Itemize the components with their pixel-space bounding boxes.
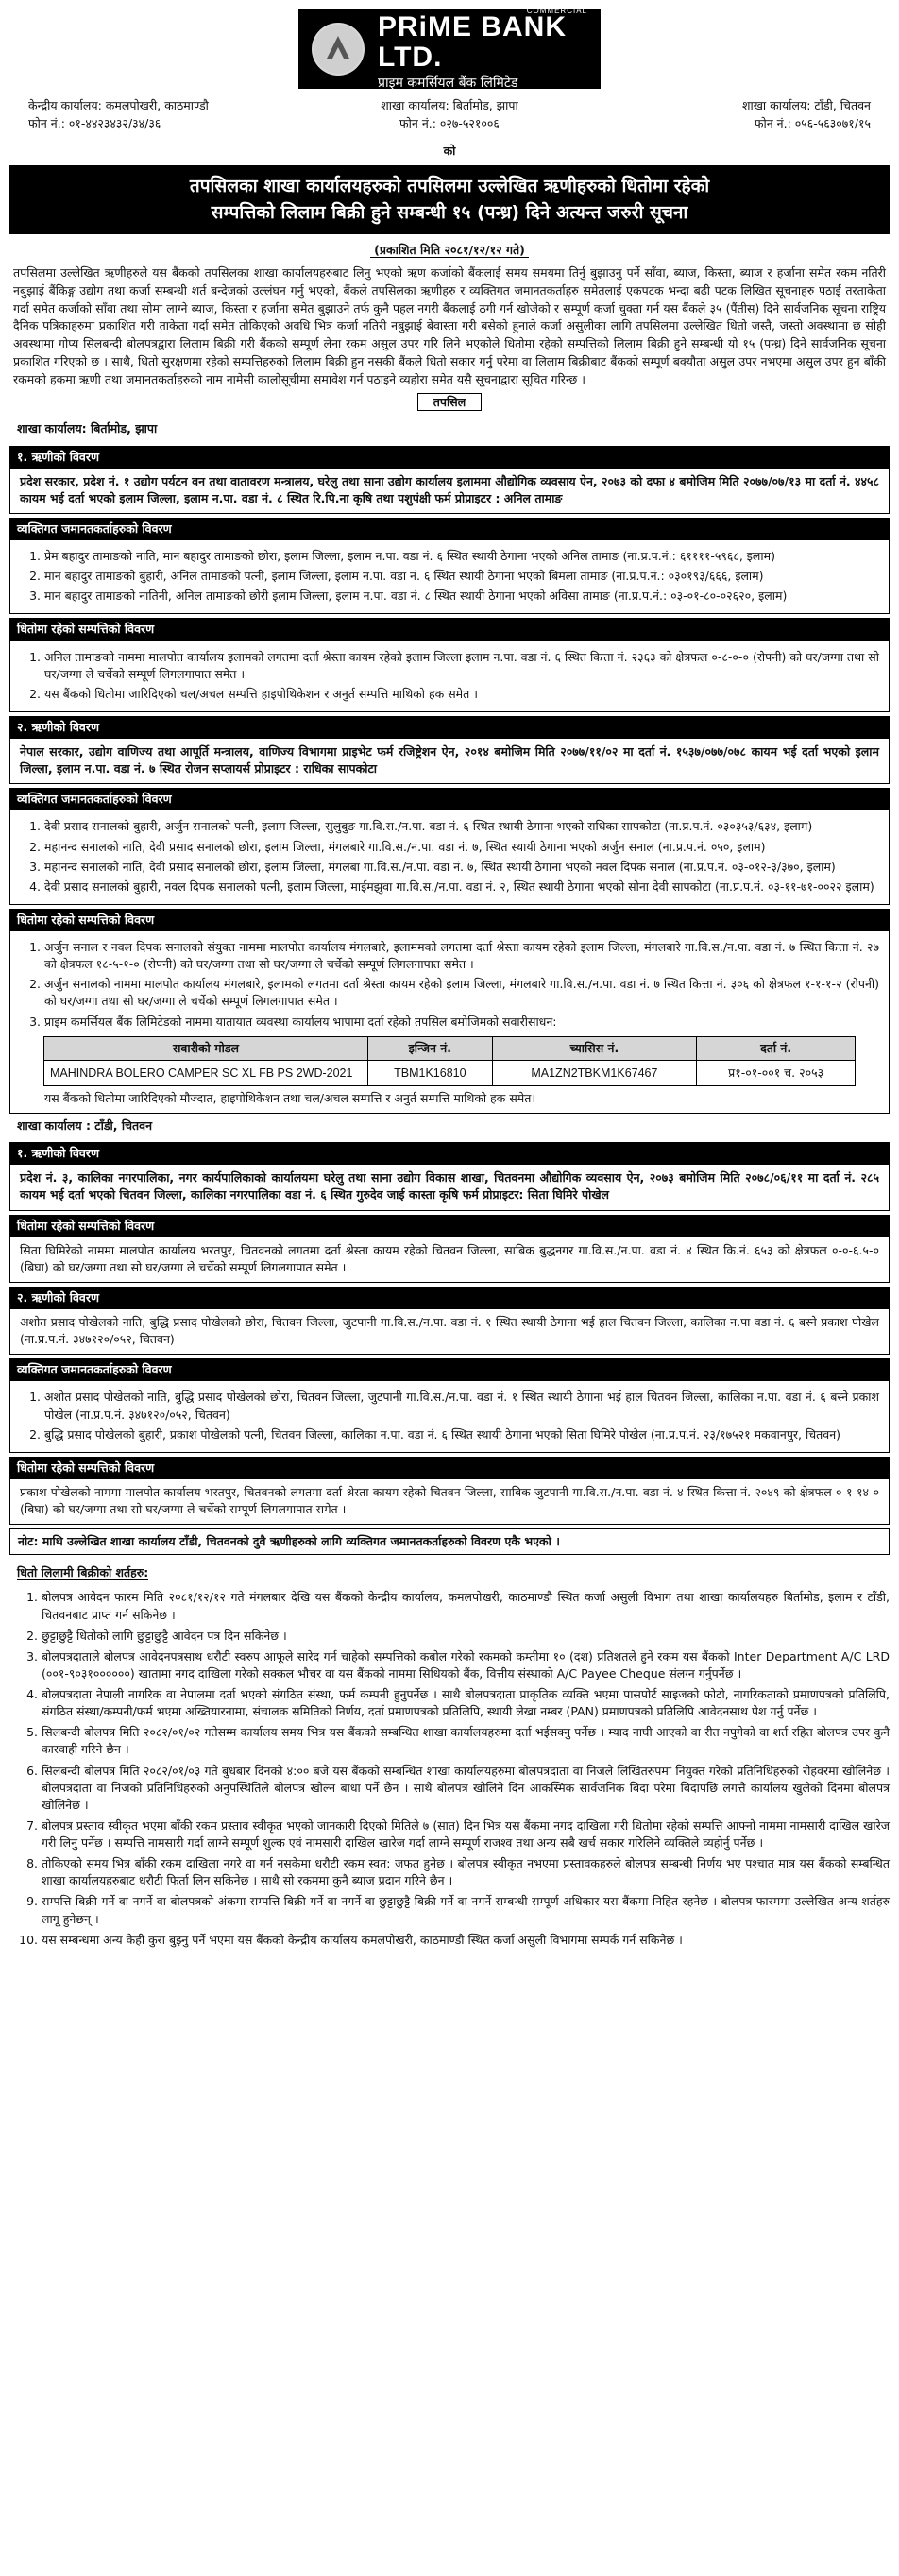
- central-office: [28, 96, 309, 133]
- table-cell: प्र१-०१-००१ च. २०५३: [697, 1060, 856, 1085]
- branch-office-birtamod: [309, 96, 589, 133]
- terms-heading: धितो लिलामी बिक्रीको शर्तहरु:: [17, 1565, 149, 1580]
- borrower-2-collateral-heading: धितोमा रहेको सम्पत्तिको विवरण: [9, 909, 890, 931]
- borrower-1-collateral-heading: धितोमा रहेको सम्पत्तिको विवरण: [9, 618, 890, 640]
- borrower-2-collateral: [9, 931, 890, 1114]
- borrower-4-collateral: प्रकाश पोखेलको नाममा मालपोत कार्यालय भरतपुर, चितवनको लगतमा दर्ता श्रेस्ता कायम रहेको चितवन जिल्ला, साबिक जुटपानी गा.वि.स./न.पा. वडा नं. ४ स्थित कित्ता नं. २०४९ को क्षेत्रफल ०-१-१४-० (बिघा) को घर/जग्गा तथा सो घर/जग्गा ले चर्चेको सम्पूर्ण लिगलगापात समेत ।: [9, 1479, 890, 1525]
- details-heading: तपसिल: [9, 394, 890, 411]
- borrower-4-details: अशोत प्रसाद पोखेलको नाति, बुद्धि प्रसाद पोखेलको छोरा, चितवन जिल्ला, जुटपानी गा.वि.स./न.पा. वडा नं. १ स्थित स्थायी ठेगाना भई हाल चितवन जिल्ला, कालिका न.पा वडा नं. ६ बस्ने प्रकाश पोखेल (ना.प्र.प.नं. ३४७१२०/०५२, चितवन): [9, 1309, 890, 1355]
- branch-birtamod-address: शाखा कार्यालय: बिर्तामोड, झापा: [381, 98, 518, 112]
- logo-bank-subtitle: प्राइम कमर्सियल बैंक लिमिटेड: [378, 76, 518, 92]
- list-item: 2. महानन्द सनालको नाति, देवी प्रसाद सनालको छोरा, इलाम जिल्ला, मंगलबारे गा.वि.स./न.पा. वडा नं. ७, स्थित स्थायी ठेगाना भएको अर्जुन सनाल (ना.प्र.प.नं. ०५०, इलाम): [44, 839, 879, 856]
- list-item: 8. तोकिएको समय भित्र बाँकी रकम दाखिला नगरे वा गर्न नसकेमा धरौटी रकम स्वत: जफत हुनेछ । बोलपत्र स्वीकृत नभएमा प्रस्तावकहरुले बोलपत्र सम्बन्धी निर्णय भए पश्चात मात्र यस बैंकको सम्बन्धित शाखा कार्यालयहरुबाट धरौटी फिर्ता लिन सकिनेछ । साथै सो रकममा कुनै ब्याज प्रदान गरिने छैन ।: [42, 1855, 890, 1889]
- table-header-row: [44, 1036, 856, 1060]
- list-item: 3. महानन्द सनालको नाति, देवी प्रसाद सनालको छोरा, इलाम जिल्ला, मंगलबा गा.वि.स./न.पा. वडा नं. ७, स्थित स्थायी ठेगाना भएको नवल दिपक सनाल (ना.प्र.प.नं. ०३-०१२-३/३७०, इलाम): [44, 859, 879, 876]
- notice-title: [9, 165, 890, 234]
- branch-tandi-address: शाखा कार्यालय: टाँडी, चितवन: [741, 98, 871, 112]
- borrower-2-details: नेपाल सरकार, उद्योग वाणिज्य तथा आपूर्ति मन्त्रालय, वाणिज्य विभागमा प्राइभेट फर्म रजिष्ट्रेशन ऐन, २०१४ बमोजिम मिति २०७७/११/०२ मा दर्ता नं. १५३७/०७७/०७८ कायम भई दर्ता भएको इलाम जिल्ला, इलाम न.पा. वडा नं. ७ स्थित रोजन सप्लायर्स प्रोप्राइटर : राधिका सापकोटा: [9, 739, 890, 784]
- borrower-2-guarantors: [9, 810, 890, 905]
- borrower-2-extra-collateral: यस बैंकको धितोमा जारिदिएको मौज्दात, हाइपोथिकेशन तथा चल/अचल सम्पत्ति र अनुर्त सम्पत्ति माथिको हक समेत।: [44, 1090, 536, 1105]
- note: नोट: माथि उल्लेखित शाखा कार्यालय टाँडी, चितवनको दुवै ऋणीहरुको लागि व्यक्तिगत जमानतकर्ताहरुको विवरण एकै भएको ।: [9, 1528, 890, 1555]
- borrower-2-heading: २. ऋणीको विवरण: [9, 716, 890, 739]
- branch-birtamod-phone: फोन नं.: ०२७-५२१००६: [399, 116, 500, 131]
- branch-office-tandi: [590, 96, 871, 133]
- list-item: 1. अर्जुन सनाल र नवल दिपक सनालको संयुक्त नाममा मालपोत कार्यालय मंगलबारे, इलाममको लगतमा दर्ता श्रेस्ता कायम रहेको इलाम जिल्ला, मंगलबारे गा.वि.स./न.पा. वडा नं. ७ स्थित कित्ता नं. २७ को क्षेत्रफल १८-५-१-० (रोपनी) को घर/जग्गा तथा सो घर/जग्गा ले चर्चेको सम्पूर्ण लिगलगापात समेत ।: [44, 939, 879, 973]
- list-item: 9. सम्पत्ति बिक्री गर्ने वा नगर्ने वा बोलपत्रको अंकमा सम्पत्ति बिक्री गर्ने वा नगर्ने वा छुट्टाछुट्टै बिक्री गर्ने वा नगर्ने सम्बन्धी सम्पूर्ण अधिकार यस बैंकमा निहित रहनेछ । बोलपत्र फारममा उल्लेखित अन्य शर्तहरु लागू हुनेछन् ।: [42, 1893, 890, 1927]
- publication-date: (प्रकाशित मिति २०८१/१२/१२ गते): [9, 242, 890, 259]
- table-header: इन्जिन नं.: [368, 1036, 493, 1060]
- borrower-3-heading: १. ऋणीको विवरण: [9, 1142, 890, 1165]
- central-office-phone: फोन नं.: ०१-४४२३४३२/३४/३६: [28, 116, 161, 131]
- list-item: 2. मान बहादुर तामाङको बुहारी, अनिल तामाङको पत्नी, इलाम जिल्ला, इलाम न.पा. वडा नं. ६ स्थित स्थायी ठेगाना भएको बिमला तामाङ (ना.प्र.प.नं.: ०३०१९३/६६६, इलाम): [44, 568, 879, 585]
- list-item: 2. अर्जुन सनालको नाममा मालपोत कार्यालय मंगलबारे, इलामको लगतमा दर्ता श्रेस्ता कायम रहेको इलाम जिल्ला, मंगलबारे गा.वि.स./न.पा. वडा नं. ७ स्थित कित्ता नं. ३०६ को क्षेत्रफल १-१-१-२ (रोपनी) को घर/जग्गा तथा सो घर/जग्गा ले चर्चेको सम्पूर्ण लिगलगापात समेत ।: [44, 976, 879, 1010]
- central-office-address: केन्द्रीय कार्यालय: कमलपोखरी, काठमाण्डौ: [28, 98, 209, 112]
- table-header: दर्ता नं.: [697, 1036, 856, 1060]
- table-cell: MAHINDRA BOLERO CAMPER SC XL FB PS 2WD-2021: [44, 1060, 368, 1085]
- borrower-4-guarantors: [9, 1381, 890, 1452]
- borrower-4-heading: २. ऋणीको विवरण: [9, 1287, 890, 1309]
- list-item: 2. छुट्टाछुट्टै धितोको लागि छुट्टाछुट्टै आवेदन पत्र दिन सकिनेछ ।: [42, 1628, 890, 1645]
- list-item: 3. मान बहादुर तामाङको नातिनी, अनिल तामाङको छोरी इलाम जिल्ला, इलाम न.पा. वडा नं. ८ स्थित स्थायी ठेगाना भएको अविसा तामाङ (ना.प्र.प.नं.: ०३-०१-८०-०२६२०, इलाम): [44, 588, 879, 605]
- ko-connector: को: [443, 143, 456, 158]
- table-header: सवारीको मोडल: [44, 1036, 368, 1060]
- list-item: 4. देवी प्रसाद सनालको बुहारी, नवल दिपक सनालको पत्नी, इलाम जिल्ला, माईमझुवा गा.वि.स./न.पा. वडा नं. २, स्थित स्थायी ठेगाना भएको सोना देवी सापकोटा (ना.प्र.प.नं. ०३-११-७१-००२२ इलाम): [44, 879, 879, 896]
- table-cell: TBM1K16810: [368, 1060, 493, 1085]
- office-addresses: [9, 89, 890, 133]
- list-item: 2. यस बैंकको धितोमा जारिदिएको चल/अचल सम्पत्ति हाइपोथिकेशन र अनुर्त सम्पत्ति माथिको हक समेत ।: [44, 686, 879, 703]
- logo-bank-name: PRiME BANK LTD.: [378, 11, 568, 73]
- list-item: 10. यस सम्बन्धमा अन्य केही कुरा बुझ्नु पर्ने भएमा यस बैंकको केन्द्रीय कार्यालय कमलपोखरी, काठमाण्डौ स्थित कर्जा असुली विभागमा सम्पर्क गर्न सकिनेछ ।: [42, 1932, 890, 1949]
- borrower-4-guarantors-heading: व्यक्तिगत जमानतकर्ताहरुको विवरण: [9, 1358, 890, 1381]
- list-item: 2. बुद्धि प्रसाद पोखेलको बुहारी, प्रकाश पोखेलको पत्नी, चितवन जिल्ला, कालिका न.पा. वडा नं. ६ स्थित स्थायी ठेगाना भएको सिता घिमिरे पोखेल (ना.प्र.प.नं. २३/१७५२१ मकवानपुर, चितवन): [44, 1426, 879, 1443]
- notice-title-line2: सम्पत्तिको लिलाम बिक्री हुने सम्बन्धी १५ (पन्ध्र) दिने अत्यन्त जरुरी सूचना: [211, 202, 688, 224]
- borrower-3-details: प्रदेश नं. ३, कालिका नगरपालिका, नगर कार्यपालिकाको कार्यालयमा घरेलु तथा साना उद्योग विकास शाखा, चितवनमा औद्योगिक व्यवसाय ऐन, २०७३ बमोजिम मिति २०७८/०६/११ मा दर्ता नं. २८५ कायम भई दर्ता भएको चितवन जिल्ला, कालिका नगरपालिका वडा नं. ६ स्थित गुरुदेव जाई कास्ता कृषि फर्म प्रोप्राइटर: सिता घिमिरे पोखेल: [9, 1165, 890, 1210]
- borrower-1-guarantors: [9, 540, 890, 614]
- list-item: 3. बोलपत्रदाताले बोलपत्र आवेदनपत्रसाथ धरौटी स्वरुप आफूले सारेद गर्न चाहेको सम्पत्तिको कबोल गरेको रकमको कम्तीमा १० (दश) प्रतिशतले हुने रकम यस बैंकको Inter Department A/C LRD (००१-९०३१००००००) खातामा नगद दाखिला गरेको सक्कल भौचर वा यस बैंकको नाममा सिधियको बैंक, वित्तीय संस्थाको A/C Payee Cheque संलग्न गर्नुपर्नेछ ।: [42, 1648, 890, 1682]
- table-header: च्यासिस नं.: [492, 1036, 697, 1060]
- intro-paragraph: तपसिलमा उल्लेखित ऋणीहरुले यस बैंकको तपसिलका शाखा कार्यालयहरुबाट लिनु भएको ऋण कर्जाको बैंकलाई समय समयमा तिर्नु बुझाउनु पर्ने साँवा, ब्याज, किस्ता, ब्याज र हर्जाना समेत रकम नतिरी नबुझाई बैंकिङ्ग उद्योग तथा कर्जा सम्बन्धी शर्त बन्देजको उल्लंघन गर्नु भएको, बैंकले तपसिलका ऋणीहरु र व्यक्तिगत जमानतकर्ताहरु समेतलाई एकपटक भन्दा बढी पटक लिखित सूचनाहरु पठाई तरताकेता गर्दा समेत कर्जाको साँवा तथा सोमा लाग्ने ब्याज, किस्ता र हर्जाना समेत बुझाउने तर्फ कुनै पहल नगरी बैंकलाई ठगी गर्न खोजेको र सम्पूर्ण कर्जा चुक्ता गर्न यस बैंकले ३५ (पैंतीस) दिने सार्वजनिक सूचना राष्ट्रिय दैनिक पत्रिकाहरुमा प्रकाशित गरी ताकेता गर्दा समेत तोकिएको अवधि भित्र कर्जा नतिरी नबुझाई बेवास्ता गरी बसेको हुनाले कर्जा असुलीका लागि तपसिलमा उल्लेखित धितो जस्तै, जस्तो अवस्थामा छ सोही अवस्थामा गोप्य सिलबन्दी बोलपत्रद्वारा लिलाम बिक्री गरी बैंकको सम्पूर्ण लेना रकम असुल उपर गरि लिने भएकोले धितोमा रहेको सम्पत्तिको लिलाम बिक्री हुने सम्बन्धी यो १५ (पन्ध्र) दिने सार्वजनिक सूचना प्रकाशित गरिएको छ । साथै, धितो सुरक्षणमा रहेको सम्पत्तिहरुको लिलाम बिक्री हुन नसकी बैंकले धितो सकार गर्नु परेमा वा लिलाम बिक्रीबाट बैंकको सम्पूर्ण बक्यौता असुल उपर नभएमा असुल उपर हुन बाँकी रकमको हकमा ऋणी तथा जमानतकर्ताहरुको नाम नामेसी कालोसूचीमा समावेश गर्न पठाइने व्यहोरा समेत यसै सूचनाद्वारा सूचित गरिन्छ ।: [13, 265, 886, 386]
- bank-logo: [298, 6, 601, 92]
- list-item: 1. बोलपत्र आवेदन फारम मिति २०८१/१२/१२ गते मंगलबार देखि यस बैंकको केन्द्रीय कार्यालय, कमलपोखरी, काठमाण्डौ स्थित कर्जा असुली विभाग तथा शाखा कार्यालयहरु बिर्तामोड, इलाम र टाँडी, चितवनबाट प्राप्त गर्न सकिनेछ ।: [42, 1589, 890, 1623]
- list-item: 1. अनिल तामाङको नाममा मालपोत कार्यालय इलामको लगतमा दर्ता श्रेस्ता कायम रहेको इलाम जिल्ला इलाम न.पा. वडा नं. ६ स्थित कित्ता नं. २३६३ को क्षेत्रफल ०-८-०-० (रोपनी) को घर/जग्गा तथा सो घर/जग्गा ले चर्चेको सम्पूर्ण लिगलगापात समेत ।: [44, 649, 879, 683]
- borrower-1-heading: १. ऋणीको विवरण: [9, 446, 890, 469]
- borrower-3-collateral: सिता घिमिरेको नाममा मालपोत कार्यालय भरतपुर, चितवनको लगतमा दर्ता श्रेस्ता कायम रहेको चितवन जिल्ला, साबिक बुद्धनगर गा.वि.स./न.पा. वडा नं. ४ स्थित कि.नं. ६५३ को क्षेत्रफल ०-०-६.५-० (बिघा) को घर/जग्गा तथा सो घर/जग्गा ले चर्चेको सम्पूर्ण लिगलगापात समेत ।: [9, 1237, 890, 1283]
- borrower-2-guarantors-heading: व्यक्तिगत जमानतकर्ताहरुको विवरण: [9, 788, 890, 810]
- bank-emblem-icon: [312, 23, 365, 76]
- list-item: 1. अशोत प्रसाद पोखेलको नाति, बुद्धि प्रसाद पोखेलको छोरा, चितवन जिल्ला, जुटपानी गा.वि.स./न.पा. वडा नं. १ स्थित स्थायी ठेगाना भई हाल चितवन जिल्ला, कालिका न.पा. वडा नं. ६ बस्ने प्रकाश पोखेल (ना.प्र.प.नं. ३४७१२०/०५२, चितवन): [44, 1389, 879, 1423]
- terms-list: [9, 1589, 890, 1948]
- list-item: 6. सिलबन्दी बोलपत्र मिति २०८२/०१/०३ गते बुधबार दिनको ४:०० बजे यस बैंकको सम्बन्धित शाखा कार्यालयहरुमा बोलपत्रदाता वा निजले लिखितरुपमा नियुक्त गरेको प्रतिनिधिहरुको रोहवरमा खोलिनेछ । बोलपत्रदाता वा निजको प्रतिनिधिहरुको अनुपस्थितिले बोलपत्र खोल्न बाधा पर्ने छैन । साथै बोलपत्र खोलिने दिन आकस्मिक सार्वजनिक बिदा परेमा बिदापछि लगत्तै कार्यालय खुलेको दिनमा बोलपत्र खोलिनेछ ।: [42, 1763, 890, 1814]
- branch-tandi-phone: फोन नं.: ०५६-५६३०७१/१५: [754, 116, 871, 131]
- table-row: [44, 1060, 856, 1085]
- borrower-4-collateral-heading: धितोमा रहेको सम्पत्तिको विवरण: [9, 1457, 890, 1479]
- vehicle-table: [43, 1036, 856, 1086]
- list-item: 5. सिलबन्दी बोलपत्र मिति २०८२/०१/०२ गतेसम्म कार्यालय समय भित्र यस बैंकको सम्बन्धित शाखा कार्यालयहरुमा दर्ता भईसक्नु पर्नेछ । म्याद नाघी आएको वा रीत नपुगेको वा शर्त रहित बोलपत्र उपर कुनै कारवाही गरिने छैन ।: [42, 1724, 890, 1758]
- list-item: 3. प्राइम कमर्सियल बैंक लिमिटेडको नाममा यातायात व्यवस्था कार्यालय भापामा दर्ता रहेको तपसिल बमोजिमको सवारीसाधन:: [44, 1014, 879, 1031]
- table-cell: MA1ZN2TBKM1K67467: [492, 1060, 697, 1085]
- header: [9, 0, 890, 92]
- logo-commercial-text: COMMERCIAL: [526, 6, 587, 15]
- list-item: 7. बोलपत्र प्रस्ताव स्वीकृत भएमा बाँकी रकम प्रस्ताव स्वीकृत भएको जानकारी दिएको मितिले ७ (सात) दिन भित्र यस बैंकमा नगद दाखिला गरी धितोमा रहेको सम्पत्ति आफ्नो नाममा नामसारी दाखिल खारेज गरी लिनु पर्नेछ । सम्पत्ति नामसारी गर्दा लाग्ने सम्पूर्ण शुल्क एवं नामसारी दाखिल खारेज गर्दा लाग्ने सम्पूर्ण राजश्व तथा अन्य सबै खर्च सकार गरिलिने व्यक्तिले व्यहोर्नु पर्नेछ ।: [42, 1817, 890, 1851]
- borrower-1-collateral: [9, 641, 890, 712]
- borrower-1-details: प्रदेश सरकार, प्रदेश नं. १ उद्योग पर्यटन वन तथा वातावरण मन्त्रालय, घरेलु तथा साना उद्योग कार्यालय इलाममा औद्योगिक व्यवसाय ऐन, २०७३ को दफा ४ बमोजिम मिति २०७७/०७/१३ मा दर्ता नं. ४४५८ कायम भई दर्ता भएको इलाम जिल्ला, इलाम न.पा. वडा नं. ८ स्थित रि.पि.ना कृषि तथा पशुपंक्षी फर्म प्रोप्राइटर : अनिल तामाङ: [9, 469, 890, 514]
- list-item: 1. प्रेम बहादुर तामाङको नाति, मान बहादुर तामाङको छोरा, इलाम जिल्ला, इलाम न.पा. वडा नं. ६ स्थित स्थायी ठेगाना भएको अनिल तामाङ (ना.प्र.प.नं.: ६११११-५९६८, इलाम): [44, 548, 879, 565]
- list-item: 1. देवी प्रसाद सनालको बुहारी, अर्जुन सनालको पत्नी, इलाम जिल्ला, सुलुबुङ गा.वि.स./न.पा. वडा नं. ६ स्थित स्थायी ठेगाना भएको राधिका सापकोटा (ना.प्र.प.नं. ०३०३५३/६३४, इलाम): [44, 818, 879, 835]
- borrower-3-collateral-heading: धितोमा रहेको सम्पत्तिको विवरण: [9, 1215, 890, 1237]
- list-item: 4. बोलपत्रदाता नेपाली नागरिक वा नेपालमा दर्ता भएको संगठित संस्था, फर्म कम्पनी हुनुपर्नेछ । साथै बोलपत्रदाता प्राकृतिक व्यक्ति भएमा पासपोर्ट साइजको फोटो, नागरिकताको प्रमाणपत्रको प्रतिलिपि, संगठित संस्था/कम्पनी/फर्म भएमा अख्तियारनामा, संचालक समितिको निर्णय, दर्ता प्रमाणपत्रको प्रतिलिपि, स्थायी लेखा नम्बर (PAN) प्रमाणपत्रको प्रतिलिपि आवेदनसाथ पेश गर्नु पर्नेछ ।: [42, 1686, 890, 1720]
- notice-title-line1: तपसिलका शाखा कार्यालयहरुको तपसिलमा उल्लेखित ऋणीहरुको धितोमा रहेको: [189, 175, 710, 196]
- branch-heading-birtamod: शाखा कार्यालय: बिर्तामोड, झापा: [17, 421, 158, 436]
- branch-heading-tandi: शाखा कार्यालय : टाँडी, चितवन: [17, 1118, 153, 1133]
- borrower-1-guarantors-heading: व्यक्तिगत जमानतकर्ताहरुको विवरण: [9, 518, 890, 540]
